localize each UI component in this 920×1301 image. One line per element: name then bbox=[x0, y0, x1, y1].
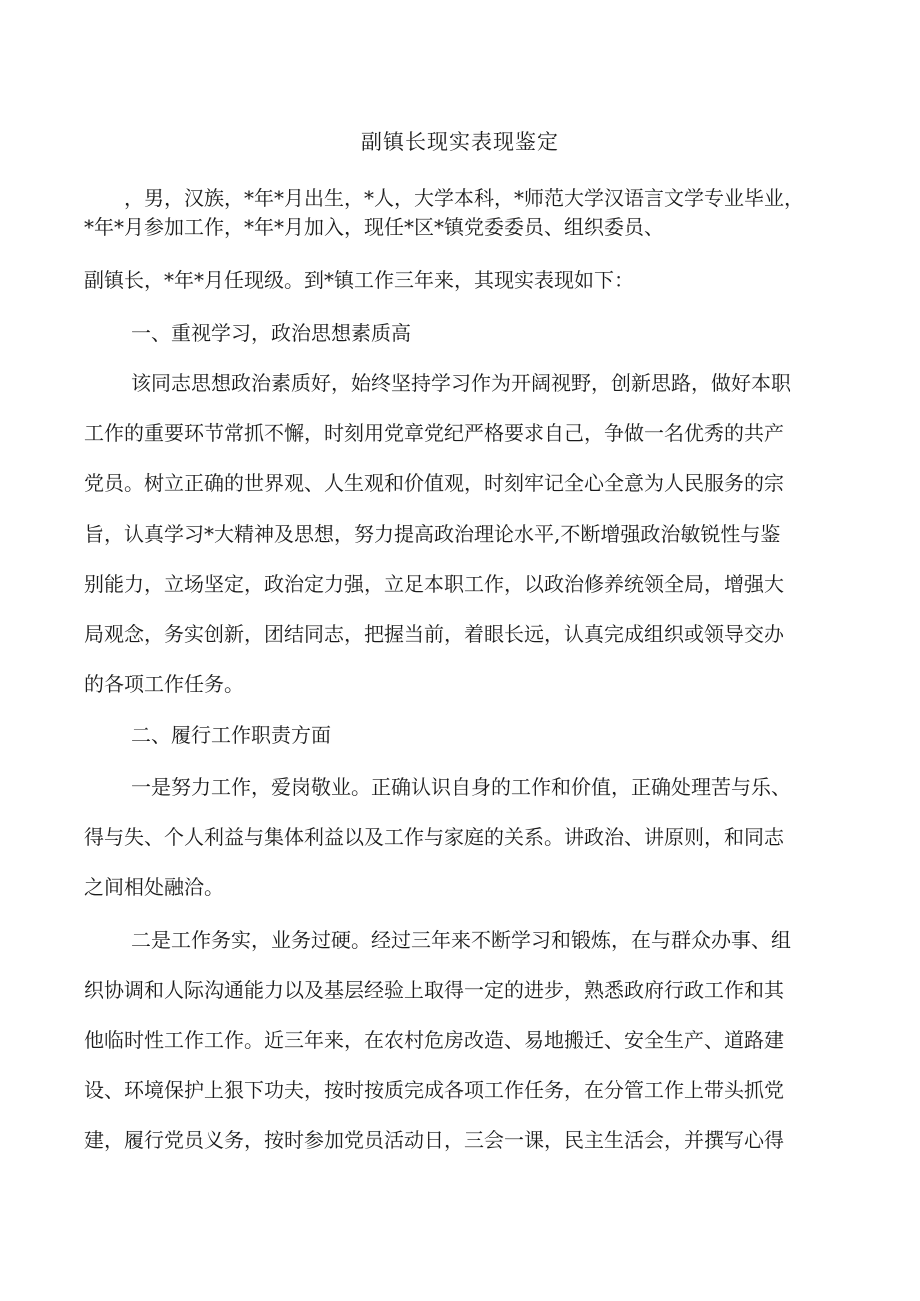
section-1-line: 别能力，立场坚定，政治定力强，立足本职工作，以政治修养统领全局，增强大 bbox=[84, 572, 784, 596]
section-1-line: 党员。树立正确的世界观、人生观和价值观，时刻牢记全心全意为人民服务的宗 bbox=[84, 471, 784, 495]
section-1-line: 局观念，务实创新，团结同志，把握当前，着眼长远，认真完成组织或领导交办 bbox=[84, 622, 784, 646]
section-1-heading: 一、重视学习，政治思想素质高 bbox=[131, 321, 411, 345]
intro-line-3: 副镇长，*年*月任现级。到*镇工作三年来，其现实表现如下： bbox=[84, 268, 634, 292]
section-1-line: 工作的重要环节常抓不懈，时刻用党章党纪严格要求自己，争做一名优秀的共产 bbox=[84, 421, 784, 445]
section-2-para-2-line: 建，履行党员义务，按时参加党员活动日，三会一课，民主生活会，并撰写心得 bbox=[84, 1128, 784, 1152]
section-2-para-2-line: 他临时性工作工作。近三年来，在农村危房改造、易地搬迁、安全生产、道路建 bbox=[84, 1028, 784, 1052]
section-2-para-2-line: 设、环境保护上狠下功夫，按时按质完成各项工作任务，在分管工作上带头抓党 bbox=[84, 1078, 784, 1102]
section-2-para-1-line: 之间相处融洽。 bbox=[84, 875, 224, 899]
section-2-para-1-line: 一是努力工作，爱岗敬业。正确认识自身的工作和价值，正确处理苦与乐、 bbox=[131, 775, 791, 799]
section-1-line: 该同志思想政治素质好，始终坚持学习作为开阔视野，创新思路，做好本职 bbox=[131, 371, 791, 395]
intro-line-2: *年*月参加工作，*年*月加入，现任*区*镇党委委员、组织委员、 bbox=[84, 215, 664, 239]
section-2-para-1-line: 得与失、个人利益与集体利益以及工作与家庭的关系。讲政治、讲原则，和同志 bbox=[84, 825, 784, 849]
section-2-heading: 二、履行工作职责方面 bbox=[131, 723, 331, 747]
section-1-line: 旨，认真学习*大精神及思想，努力提高政治理论水平,不断增强政治敏锐性与鉴 bbox=[84, 522, 781, 546]
document-title: 副镇长现实表现鉴定 bbox=[361, 130, 559, 154]
section-2-para-2-line: 二是工作务实，业务过硬。经过三年来不断学习和锻炼，在与群众办事、组 bbox=[131, 928, 791, 952]
section-2-para-2-line: 织协调和人际沟通能力以及基层经验上取得一定的进步，熟悉政府行政工作和其 bbox=[84, 978, 784, 1002]
intro-line-1: ，男，汉族，*年*月出生，*人，大学本科，*师范大学汉语言文学专业毕业， bbox=[124, 186, 804, 210]
section-1-line: 的各项工作任务。 bbox=[84, 672, 244, 696]
